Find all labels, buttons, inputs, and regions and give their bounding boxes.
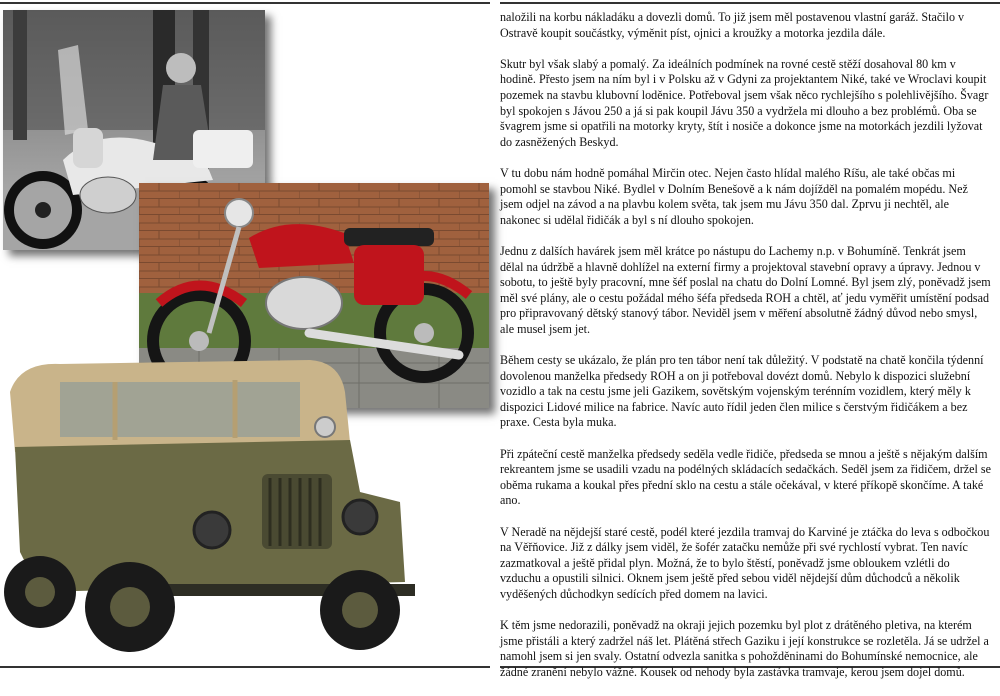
bottom-rule-left [0, 666, 490, 668]
top-rule-right [500, 2, 1000, 4]
paragraph-8: K těm jsme nedorazili, poněvadž na okraji jejich pozemku byl plot z drátěného pletiva, na kterém jsme přistáli a který zadržel náš let. Plátěná střech Gaziku i její konstrukce se rozletěla. Já se udržel a namohl jsem si jen svaly. Ostatní odvezla sanitka s pohožděninami do Bohumínské nemocnice, ale žádné zranění nebylo vážné. Kousek od nehody byla zastávka tramvaje, kerou jsem dojel domů. [500, 618, 989, 679]
paragraph-5: Během cesty se ukázalo, že plán pro ten tábor není tak důležitý. V podstatě na chatě končila týdenní dovolenou manželka předsedy ROH a on ji potřeboval dovézt domů. Nebylo k dispozici služební vozidlo a tak na cestu jsme jeli Gazikem, sovětským vojenským terénním vozidlem, který měly k dispozici Lidové milice na fabrice. Navíc auto řídil jeden člen milice s čerstvým řidičákem a bez praxe. Cesta byla muka. [500, 353, 984, 430]
article-text [500, 10, 992, 696]
paragraph-6: Při zpáteční cestě manželka předsedy seděla vedle řidiče, předseda se mnou a ještě s nějakým dalším rekreantem jsme se usadili vzadu na podélných skládacích sedačkách. Seděl jsem za řidičem, držel se oběma rukama a koukal přes přední sklo na cestu a stále očekával, v které příkopě skončíme. A také ano. [500, 446, 991, 508]
gaz-jeep-icon [0, 352, 430, 664]
top-rule-left [0, 2, 490, 4]
paragraph-4: Jednu z dalších havárek jsem měl krátce po nástupu do Lachemy n.p. v Bohumíně. Tenkrát jsem dělal na údržbě a hlavně dohlížel na externí firmy a projektoval stavební opravy a úpravy. Jednou v sobotu, to ještě byly pracovní, mne šéf poslal na chatu do Dolní Lomné. Byl jsem zlý, poněvadž jsem měl své plány, ale o cestu požádal mého šéfa předseda ROH a chtěl, ať jedu vyměřit umístění podsad pro připravovaný dětský stanový tábor. Neviděl jsem v měření absolutně žádný důvod nebo smysl, ale musel jsem jet. [500, 243, 991, 336]
paragraph-2: Skutr byl však slabý a pomalý. Za ideálních podmínek na rovné cestě stěží dosahoval 80 km v hodině. Přesto jsem na ním byl i v Polsku až v Gdyni za projektantem Niké, také ve Wroclavi koupit pozemek na stavbu klubovní loděnice. Potřeboval jsem však něco rychlejšího s polehlivějšího. Švagr byl spokojen s Jávou 250 a já si pak koupil Jávu 350 a vydržela mi dlouho a bez problémů. Oba se švagrem jsme si opatřili na motorky kryty, štít i nosiče a dokonce jsme na motorkách jezdili lyžovat do zasněžených Beskyd. [500, 56, 989, 149]
jeep-photo [0, 352, 430, 664]
paragraph-1: naložili na korbu nákladáku a dovezli domů. To již jsem měl postavenou vlastní garáž. Stačilo v Ostravě koupit součástky, výměnit píst, ojnici a kroužky a motorka jezdila dále. [500, 10, 965, 40]
paragraph-7: V Neradě na nějdejší staré cestě, podél které jezdila tramvaj do Karviné je ztáčka do leva s odbočkou na Věřňovice. Již z dálky jsem viděl, že šofér zatačku nemůže při své rychlostí vybrat. Ten navíc zazmatkoval a ještě přidal plyn. Možná, že to bylo štěstí, poněvadž jsme obloukem vzlétli do vzduchu a opustili silnici. Oknem jsem ještě před sebou viděl nějdejší dům důchodců a několik vyděšených důchodkyn sedících před domem na lavici. [500, 524, 990, 601]
paragraph-3: V tu dobu nám hodně pomáhal Mirčin otec. Nejen často hlídal malého Ríšu, ale také občas mi pomohl se stavbou Niké. Bydlel v Dolním Benešově a k nám dojížděl na pomalém mopédu. Než jsem odjel na závod a na plavbu kolem světa, tak jsem mu Jávu 350 dal. Zprvu ji nechtěl, ale nakonec si udělal řidičák a byl s ní dlouho spokojen. [500, 165, 968, 227]
